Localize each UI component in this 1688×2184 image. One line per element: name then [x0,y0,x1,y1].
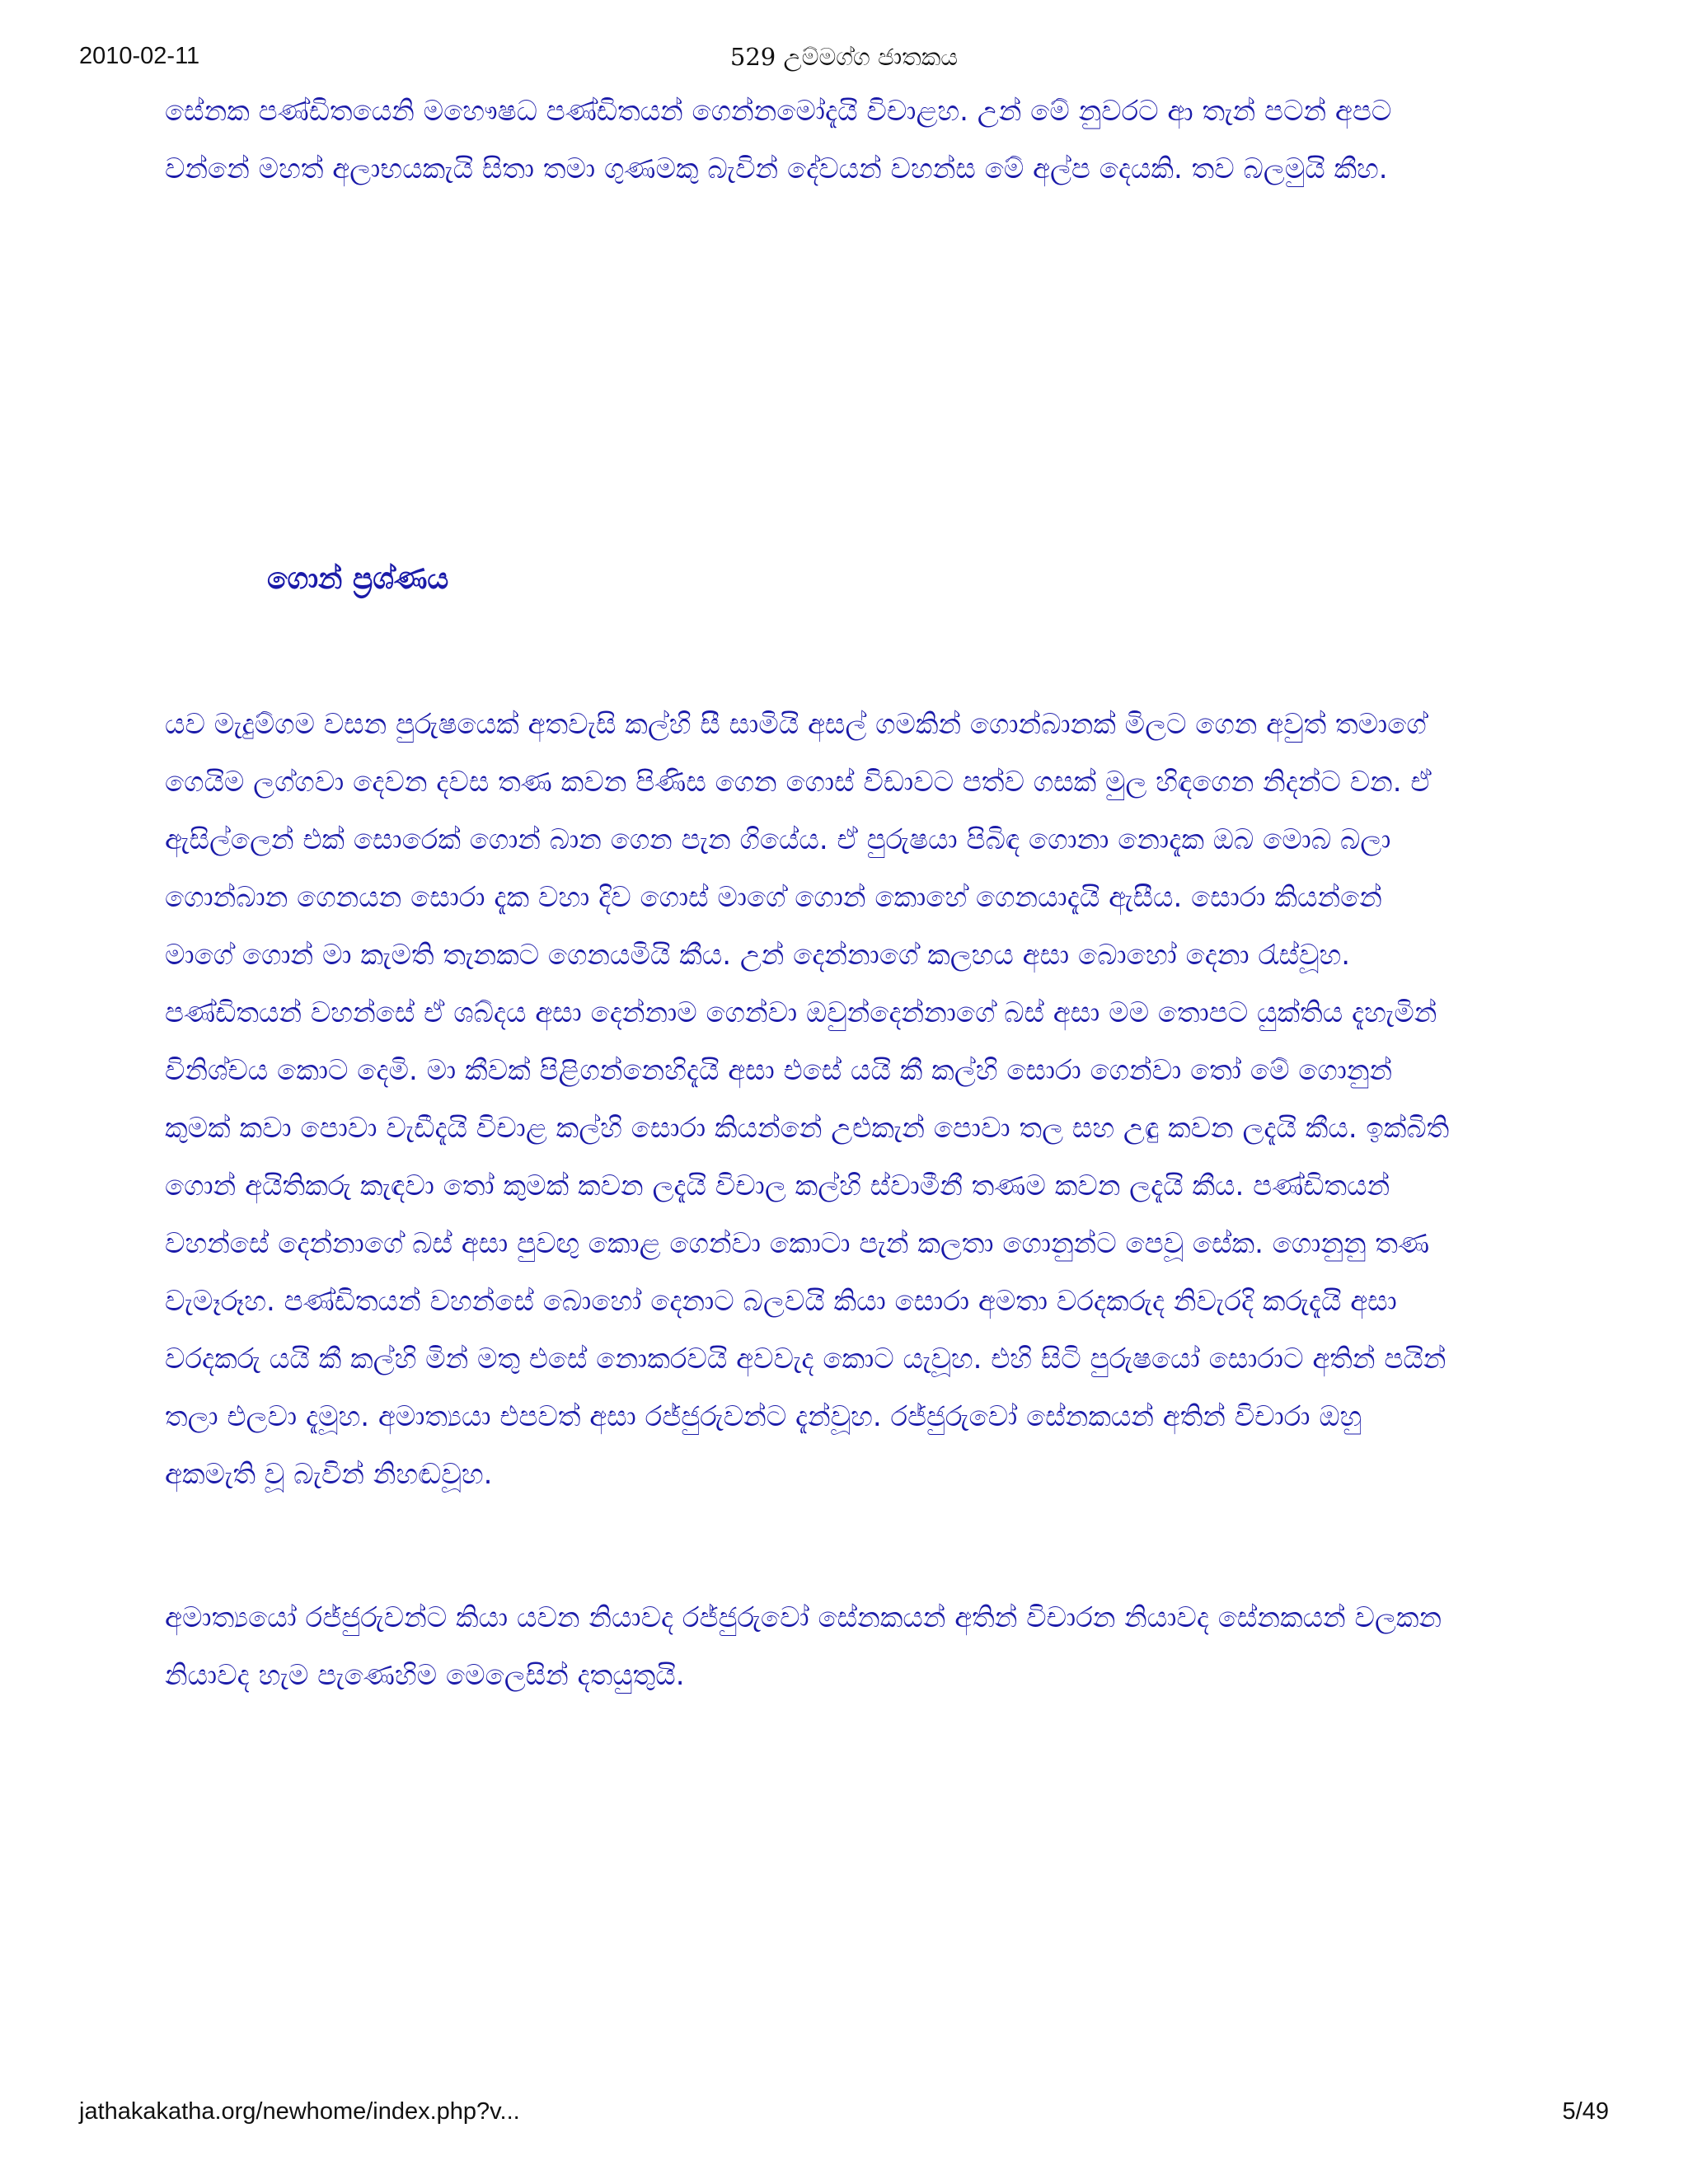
document-body [165,82,1451,1704]
paragraph-story: යව මැදුම්ගම වසන පුරුෂයෙක් අතවැසි කල්හි සී සාමියි අසල් ගමකින් ගොන්බානක් මිලට ගෙන අවුත් තමාගේ ගෙයිම ලග්ගවා දෙවන දවස තණ කවන පිණිස ගෙන ගොස් විඩාවට පත්ව ගසක් මුල හිඳගෙන නිදන්ට වන. ඒ ඇසිල්ලෙන් එක් සොරෙක් ගොන් බාන ගෙන පැන ගියේය. ඒ පුරුෂයා පිබිඳ ගොනා නොදැක ඔබ මොබ බලා ගොන්බාන ගෙනයන සොරා දැක වහා දිව ගොස් මාගේ ගොන් කොහේ ගෙනයාදැයි ඇසීය. සොරා කියන්නේ මාගේ ගොන් මා කැමති තැනකට ගෙනයමියි කීය. උන් දෙන්නාගේ කලහය අසා බොහෝ දෙනා රැස්වූහ. පණ්ඩිතයන් වහන්සේ ඒ ශබ්දය අසා දෙන්නාම ගෙන්වා ඔවුන්දෙන්නාගේ බස් අසා මම තොපට යුක්තිය දැහැමින් විනිශ්චය කොට දෙමි. මා කීවක් පිළිගන්නෙහිදැයි අසා එසේ යයි කී කල්හි සොරා ගෙන්වා තෝ මේ ගොනුන් කුමක් කවා පොවා වැඩීදැයි විචාළ කල්හි සොරා කියන්නේ උළුකැන් පොවා තල සහ උඳු කවන ලදැයි කීය. ඉක්බිති ගොන් අයිතිකරු කැඳවා තෝ කුමක් කවන ලදැයි විචාල කල්හි ස්වාමීනී තණම කවන ලදැයි කීය. පණ්ඩිතයන් වහන්සේ දෙන්නාගේ බස් අසා පුවඟු කොළ ගෙන්වා කොටා පැන් කලතා ගොනුන්ට පෙවූ සේක. ගොනුනු තණ වැමෑරූහ. පණ්ඩිතයන් වහන්සේ බොහෝ දෙනාට බලවයි කියා සොරා අමතා වරදකරුද නිවැරදි කරුදැයි අසා වරදකරු යයි කී කල්හි මින් මතු එසේ නොකරවයි අවවැද කොට යැවූහ. එහි සිටි පුරුෂයෝ සොරාට අතින් පයින් තලා එලවා දැමූහ. අමාත්‍යයා එපවත් අසා රජ්ජුරුවන්ට දැන්වූහ. රජ්ජුරුවෝ සේනකයන් අතින් විචාරා ඔහු අකමැති වූ බැවින් නිහඬවූහ. [165,708,1450,1491]
footer-page-number: 5/49 [1562,2098,1609,2125]
header-title: 529 උම්මග්ග ජාතකය [729,43,959,71]
paragraph-conclusion: අමාත්‍යයෝ රජ්ජුරුවන්ට කියා යවන නියාවද රජ්ජුරුවෝ සේනකයන් අතින් විචාරන නියාවද සේනකයන් වලකන නියාවද හැම පැණෙහිම මෙලෙසින් දතයුතුයි. [165,1601,1442,1692]
section-heading: ගොන් ප්‍රශ්ණය [267,562,449,596]
header-date: 2010-02-11 [79,43,200,69]
paragraph-intro: සේනක පණ්ඩිතයෙනි මහෞෂධ පණ්ඩිතයන් ගෙන්නමෝදැයි විචාළහ. උන් මේ නුවරට ආ තැන් පටන් අපට වන්නේ මහත් අලාභයකැයි සිතා තමා ගුණමකු බැවින් දේවයන් වහන්ස මේ අල්ප දෙයකි. තව බලමුයි කීහ. [165,95,1392,185]
footer-url: jathakakatha.org/newhome/index.php?v... [79,2098,520,2125]
